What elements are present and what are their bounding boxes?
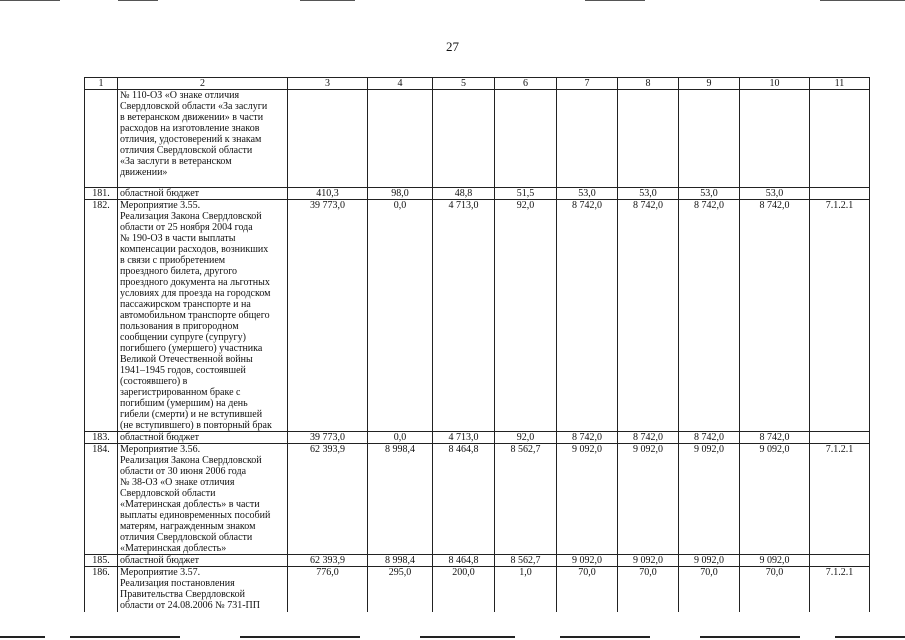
description-line: отличия Свердловской области [120,145,253,156]
description-line: пользования в пригородном [120,321,239,332]
row-description [118,432,288,444]
value-cell: 8 742,0 [679,200,740,432]
target-code-cell [810,90,870,188]
row-number: 184. [85,444,118,555]
description-line: выплаты единовременных пособий [120,510,271,521]
row-number: 183. [85,432,118,444]
value-cell: 8 464,8 [433,444,495,555]
value-cell [288,90,368,188]
value-cell: 4 713,0 [433,432,495,444]
description-line: в связи с приобретением [120,255,226,266]
value-cell: 8 742,0 [618,200,679,432]
budget-table [84,77,870,612]
description-line: областной бюджет [120,432,200,443]
value-cell [740,90,810,188]
value-cell: 8 562,7 [495,555,557,567]
value-cell: 8 742,0 [557,200,618,432]
description-line: «Материнская доблесть» в части [120,499,260,510]
description-line: в ветеранском движении» в части [120,112,264,123]
value-cell: 8 742,0 [679,432,740,444]
value-cell: 8 742,0 [740,432,810,444]
column-header: 4 [368,78,433,90]
column-header: 11 [810,78,870,90]
value-cell: 70,0 [740,567,810,613]
value-cell [618,90,679,188]
bottom-scan-border [0,636,905,638]
value-cell: 70,0 [557,567,618,613]
column-header: 5 [433,78,495,90]
top-scan-border [0,0,905,1]
column-header: 10 [740,78,810,90]
description-line: проездного документа на льготных [120,277,270,288]
description-line: матерям, награжденным знаком [120,521,256,532]
value-cell: 8 998,4 [368,555,433,567]
description-line: компенсации расходов, возникших [120,244,269,255]
row-number: 185. [85,555,118,567]
target-code-cell: 7.1.2.1 [810,444,870,555]
value-cell: 98,0 [368,188,433,200]
row-number: 186. [85,567,118,613]
description-line: гибели (смерти) и не вступившей [120,409,263,420]
description-line: отличия Свердловской области [120,532,253,543]
column-header: 7 [557,78,618,90]
table-row [85,200,870,432]
value-cell: 9 092,0 [679,555,740,567]
description-line: движении» [120,167,168,178]
value-cell: 410,3 [288,188,368,200]
description-line: погибшего (умершего) участника [120,343,263,354]
column-header: 2 [118,78,288,90]
row-description [118,90,288,188]
description-line: № 190-ОЗ в части выплаты [120,233,236,244]
description-line: отличия, удостоверений к знакам [120,134,262,145]
value-cell: 39 773,0 [288,200,368,432]
value-cell: 8 998,4 [368,444,433,555]
row-description [118,567,288,613]
row-description [118,555,288,567]
value-cell: 53,0 [557,188,618,200]
target-code-cell: 7.1.2.1 [810,200,870,432]
column-header: 1 [85,78,118,90]
target-code-cell: 7.1.2.1 [810,567,870,613]
description-line: области от 24.08.2006 № 731-ПП [120,600,260,611]
column-header: 8 [618,78,679,90]
row-number: 181. [85,188,118,200]
value-cell: 8 742,0 [557,432,618,444]
table-row [85,444,870,555]
value-cell: 9 092,0 [557,444,618,555]
row-number [85,90,118,188]
table-header-row [85,78,870,90]
value-cell: 0,0 [368,432,433,444]
description-line: расходов на изготовление знаков [120,123,260,134]
value-cell: 48,8 [433,188,495,200]
value-cell: 1,0 [495,567,557,613]
row-number: 182. [85,200,118,432]
description-line: областной бюджет [120,188,200,199]
value-cell [368,90,433,188]
value-cell: 9 092,0 [557,555,618,567]
value-cell: 53,0 [618,188,679,200]
description-line: пассажирском транспорте и на [120,299,251,310]
description-line: Реализация постановления [120,578,235,589]
table-row [85,90,870,188]
value-cell [433,90,495,188]
value-cell: 92,0 [495,432,557,444]
row-description [118,444,288,555]
row-description [118,200,288,432]
description-line: (состоявшего) в [120,376,188,387]
value-cell: 295,0 [368,567,433,613]
description-line: Реализация Закона Свердловской [120,211,262,222]
description-line: Свердловской области [120,488,216,499]
table-row [85,567,870,613]
value-cell: 0,0 [368,200,433,432]
value-cell: 8 562,7 [495,444,557,555]
description-line: областной бюджет [120,555,200,566]
description-line: Свердловской области «За заслуги [120,101,268,112]
description-line: Мероприятие 3.55. [120,200,201,211]
description-line: Реализация Закона Свердловской [120,455,262,466]
target-code-cell [810,188,870,200]
target-code-cell [810,432,870,444]
value-cell: 8 742,0 [740,200,810,432]
description-line: «Материнская доблесть» [120,543,227,554]
value-cell: 9 092,0 [740,444,810,555]
value-cell: 9 092,0 [618,444,679,555]
value-cell: 776,0 [288,567,368,613]
value-cell: 200,0 [433,567,495,613]
value-cell: 62 393,9 [288,444,368,555]
column-header: 6 [495,78,557,90]
description-line: автомобильном транспорте общего [120,310,270,321]
value-cell: 4 713,0 [433,200,495,432]
description-line: Правительства Свердловской [120,589,245,600]
value-cell: 53,0 [679,188,740,200]
description-line: области от 25 ноября 2004 года [120,222,253,233]
row-description [118,188,288,200]
description-line: проездного билета, другого [120,266,238,277]
table-row [85,432,870,444]
page-number: 27 [446,39,459,54]
value-cell: 9 092,0 [679,444,740,555]
table-row [85,555,870,567]
value-cell: 9 092,0 [740,555,810,567]
description-line: Мероприятие 3.56. [120,444,201,455]
value-cell: 53,0 [740,188,810,200]
description-line: области от 30 июня 2006 года [120,466,247,477]
description-line: № 110-ОЗ «О знаке отличия [120,90,240,101]
description-line: условиях для проезда на городском [120,288,271,299]
value-cell: 51,5 [495,188,557,200]
value-cell [557,90,618,188]
table-row [85,188,870,200]
description-line: Мероприятие 3.57. [120,567,201,578]
column-header: 9 [679,78,740,90]
value-cell: 70,0 [618,567,679,613]
description-line: сообщении супруге (супругу) [120,332,246,343]
target-code-cell [810,555,870,567]
description-line: погибшим (умершим) на день [120,398,248,409]
description-line: (не вступившего) в повторный брак [120,420,272,431]
value-cell: 70,0 [679,567,740,613]
description-line: Великой Отечественной войны [120,354,253,365]
value-cell: 8 464,8 [433,555,495,567]
value-cell: 9 092,0 [618,555,679,567]
description-line: 1941–1945 годов, состоявшей [120,365,246,376]
value-cell [495,90,557,188]
value-cell: 39 773,0 [288,432,368,444]
description-line: «За заслуги в ветеранском [120,156,232,167]
value-cell: 62 393,9 [288,555,368,567]
value-cell: 8 742,0 [618,432,679,444]
description-line: зарегистрированном браке с [120,387,241,398]
column-header: 3 [288,78,368,90]
value-cell [679,90,740,188]
description-line: № 38-ОЗ «О знаке отличия [120,477,235,488]
value-cell: 92,0 [495,200,557,432]
